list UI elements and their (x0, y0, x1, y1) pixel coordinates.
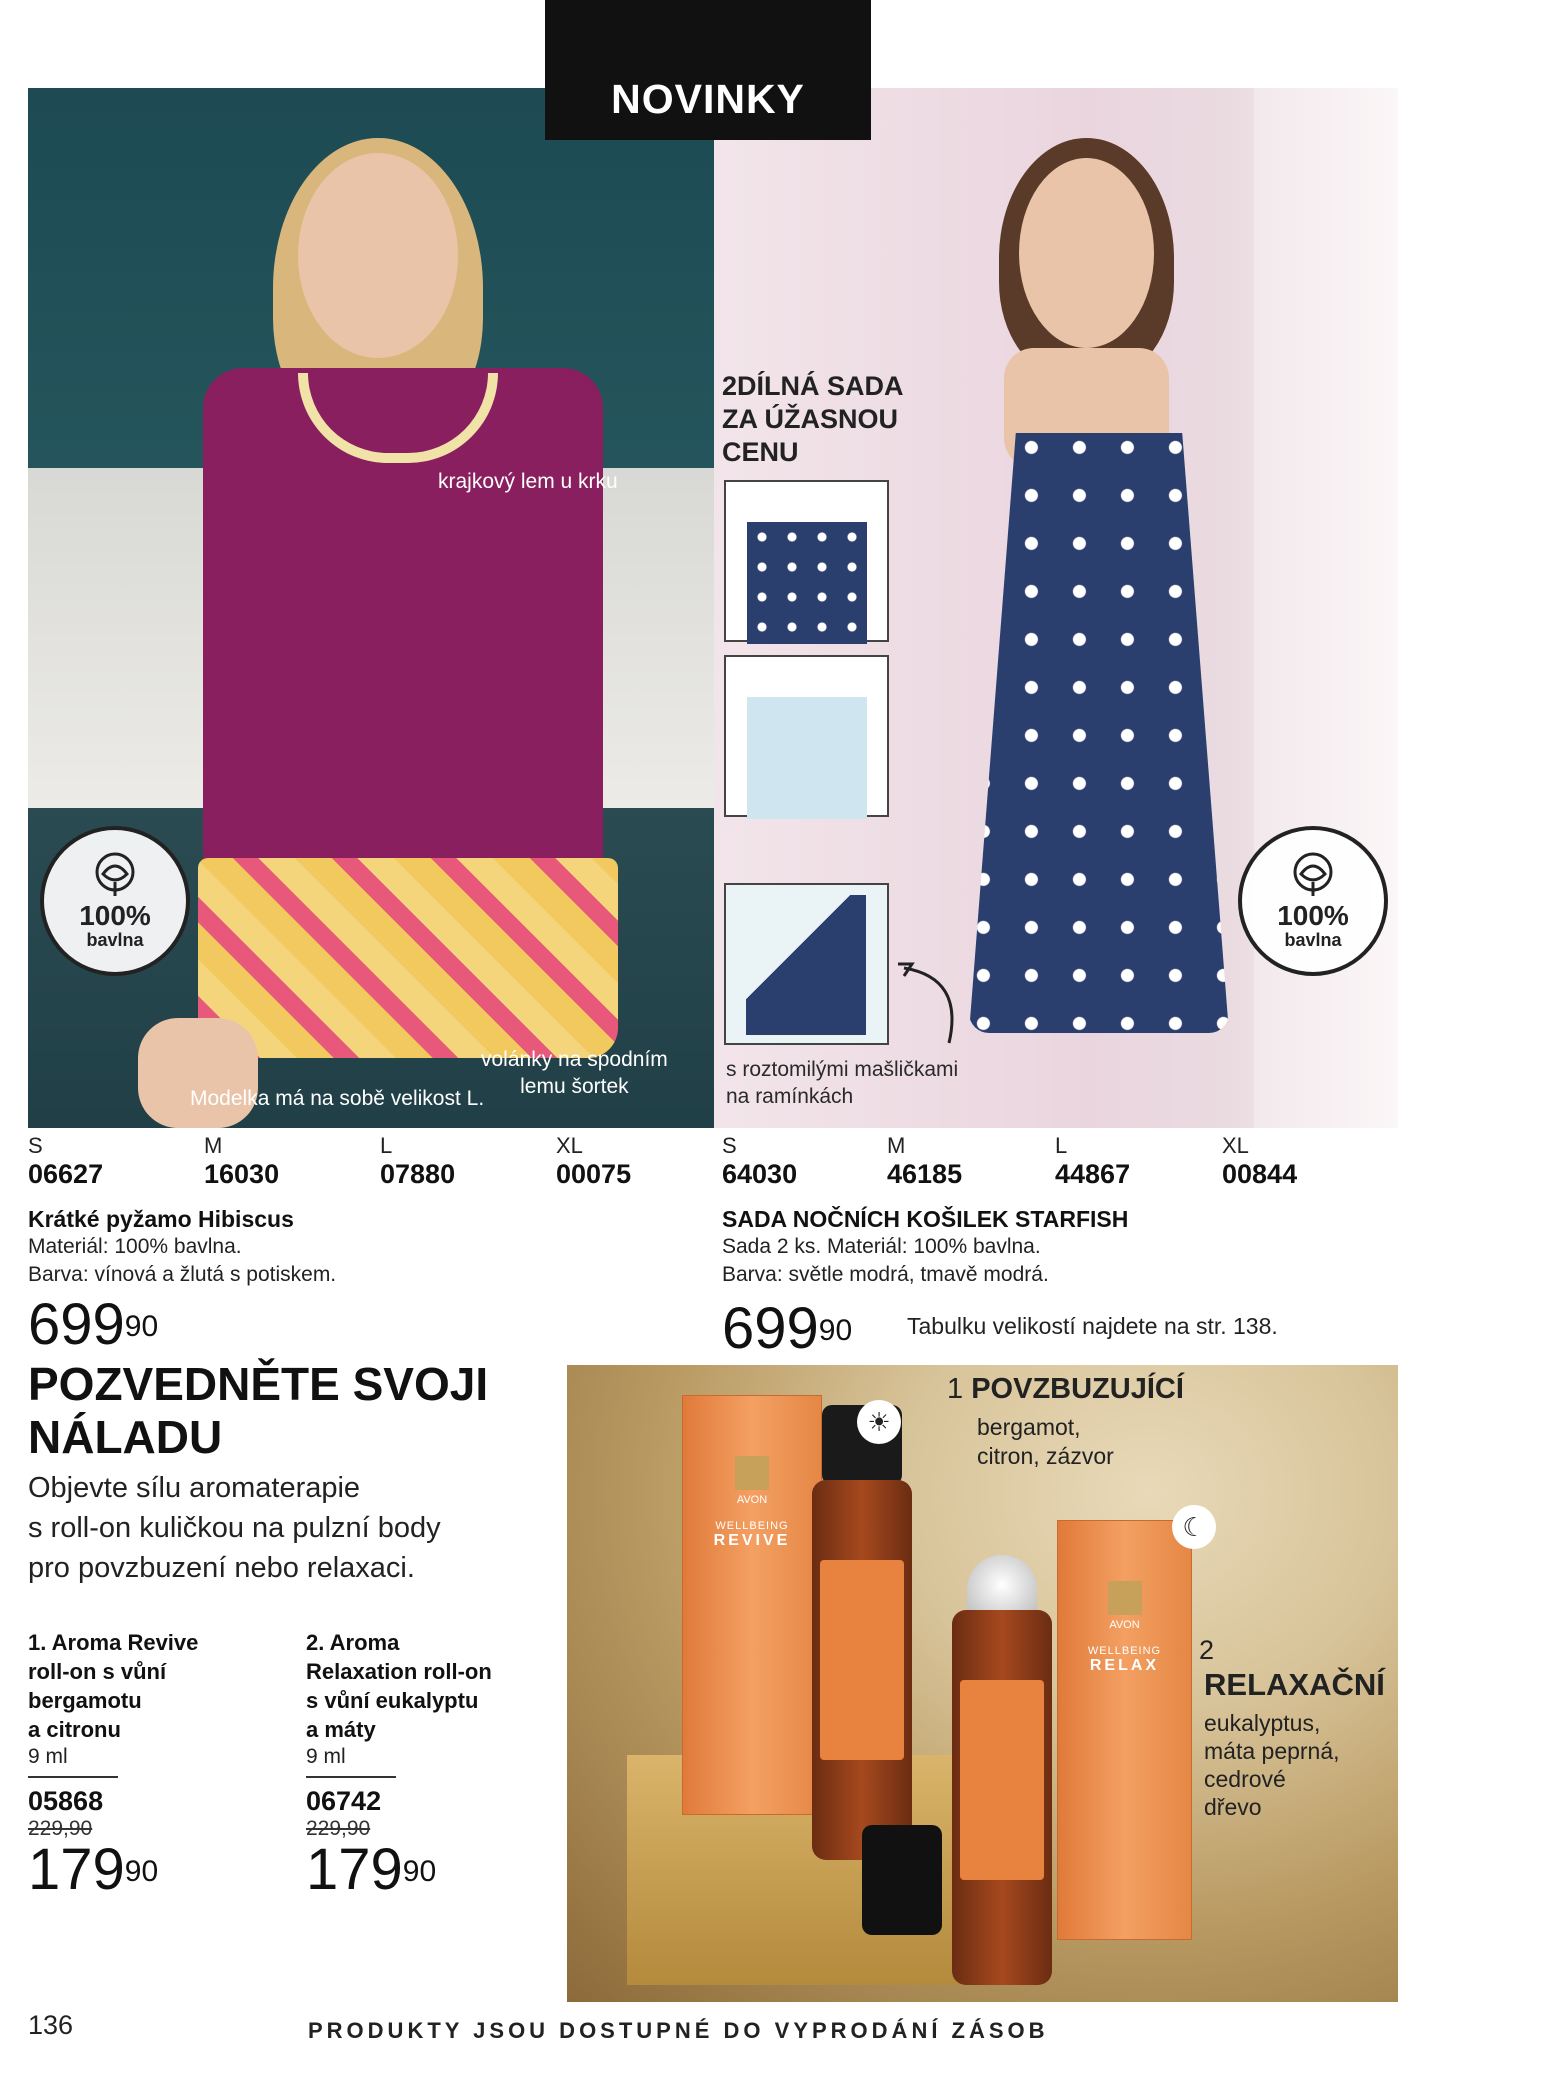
size-code: 00844 (1222, 1159, 1298, 1189)
size-label: XL (1222, 1133, 1249, 1158)
size-label: L (1055, 1133, 1068, 1158)
product-color: Barva: vínová a žlutá s potiskem. (28, 1263, 337, 1286)
cotton-flower-icon (89, 852, 141, 898)
old-price: 229,90 (306, 1817, 371, 1840)
size-code: 06627 (28, 1159, 104, 1189)
size-label: L (380, 1133, 393, 1158)
size-column (887, 1133, 962, 1190)
box-brand: AVON (1109, 1619, 1140, 1631)
product-material: Materiál: 100% bavlna. (28, 1235, 242, 1258)
aroma-product-relaxation (306, 1628, 566, 1902)
callout-neck: krajkový lem u krku (438, 470, 618, 493)
aroma-product-photo (567, 1365, 1398, 2002)
old-price: 229,90 (28, 1817, 93, 1840)
size-column (204, 1133, 279, 1190)
label-two-number: 2 (1199, 1635, 1215, 1665)
pajama-price (28, 1292, 159, 1357)
callout-model-size: Modelka má na sobě velikost L. (190, 1087, 485, 1110)
floral-shorts (198, 858, 618, 1058)
box-line: WELLBEING (1087, 1645, 1162, 1657)
product-title: SADA NOČNÍCH KOŠILEK STARFISH (722, 1206, 1129, 1232)
section-tab-novinky (545, 0, 871, 140)
price-main: 699 (722, 1296, 819, 1361)
size-label: S (722, 1133, 737, 1158)
loose-cap (862, 1825, 942, 1935)
badge-material: bavlna (1284, 930, 1342, 950)
product-title: Krátké pyžamo Hibiscus (28, 1206, 294, 1232)
availability-note: PRODUKTY JSOU DOSTUPNÉ DO VYPRODÁNÍ ZÁSOB (308, 2018, 1049, 2043)
pajama-size-table (28, 1133, 714, 1203)
size-code: 16030 (204, 1159, 280, 1189)
aroma-code: 05868 (28, 1786, 104, 1816)
price-main: 699 (28, 1292, 125, 1357)
brand-square (735, 1456, 769, 1490)
thumb-lightblue-nightie (724, 655, 889, 817)
relax-bottle (952, 1610, 1052, 1985)
size-column (722, 1133, 797, 1190)
nightdress-price (722, 1296, 853, 1361)
aroma-headline: POZVEDNĚTE SVOJI NÁLADU (28, 1358, 489, 1463)
size-label: XL (556, 1133, 583, 1158)
size-label: S (28, 1133, 43, 1158)
label-one-notes: bergamot, citron, zázvor (977, 1414, 1114, 1469)
aroma-price (28, 1837, 298, 1902)
aroma-volume: 9 ml (28, 1745, 68, 1768)
curved-arrow-icon (894, 958, 974, 1058)
label-one (947, 1373, 1184, 1406)
revive-bottle (812, 1480, 912, 1860)
aroma-product-name: 2. Aroma Relaxation roll-on s vůní eukalyptu a máty (306, 1630, 492, 1742)
badge-percent: 100% (79, 900, 151, 931)
price-cents: 90 (818, 1314, 853, 1347)
price-cents: 90 (124, 1855, 159, 1888)
moon-icon: ☾ (1172, 1505, 1216, 1549)
revive-label (820, 1560, 904, 1760)
nightdress-description (722, 1206, 1398, 1289)
relax-box (1057, 1520, 1192, 1940)
size-column (1222, 1133, 1297, 1190)
box-line: WELLBEING (715, 1520, 789, 1532)
product-set-material: Sada 2 ks. Materiál: 100% bavlna. (722, 1235, 1041, 1258)
aroma-product-revive (28, 1628, 298, 1902)
divider (28, 1776, 118, 1778)
size-label: M (204, 1133, 223, 1158)
brand-square (1108, 1581, 1142, 1615)
price-cents: 90 (124, 1310, 159, 1343)
box-brand: AVON (736, 1494, 768, 1506)
size-column (556, 1133, 631, 1190)
revive-box (682, 1395, 822, 1815)
relax-label (960, 1680, 1044, 1880)
aroma-intro: Objevte sílu aromaterapie s roll-on kuličkou na pulzní body pro povzbuzení nebo relaxaci. (28, 1472, 441, 1584)
size-code: 00075 (556, 1159, 632, 1189)
size-code: 07880 (380, 1159, 456, 1189)
nightdress-size-table (722, 1133, 1398, 1203)
price-cents: 90 (402, 1855, 437, 1888)
label-two-title: RELAXAČNÍ (1204, 1667, 1385, 1702)
divider (306, 1776, 396, 1778)
star-nightdress (969, 433, 1229, 1033)
sun-icon: ☀ (857, 1400, 901, 1444)
box-product: REVIVE (713, 1532, 791, 1549)
promo-two-piece: 2DÍLNÁ SADA ZA ÚŽASNOU CENU (722, 371, 904, 467)
nightdress-photo (714, 88, 1398, 1128)
size-column (380, 1133, 455, 1190)
size-column (28, 1133, 103, 1190)
model-face (1019, 158, 1154, 348)
callout-shorts: volánky na spodním lemu šortek (481, 1048, 668, 1098)
aroma-product-name: 1. Aroma Revive roll-on s vůní bergamotu a citronu (28, 1630, 199, 1742)
page-number: 136 (28, 2010, 74, 2040)
thumb-bow-detail (724, 883, 889, 1045)
pajama-photo (28, 88, 714, 1128)
badge-percent: 100% (1277, 900, 1349, 931)
box-product: RELAX (1089, 1657, 1160, 1674)
aroma-code: 06742 (306, 1786, 382, 1816)
label-one-title: POVZBUZUJÍCÍ (971, 1373, 1184, 1405)
price-main: 179 (28, 1837, 125, 1902)
pajama-description (28, 1206, 688, 1289)
section-tab-label: NOVINKY (611, 76, 805, 122)
size-code: 64030 (722, 1159, 798, 1189)
size-label: M (887, 1133, 906, 1158)
callout-bows: s roztomilými mašličkami na ramínkách (726, 1058, 959, 1108)
price-main: 179 (306, 1837, 403, 1902)
thumb-navy-nightie (724, 480, 889, 642)
aroma-volume: 9 ml (306, 1745, 346, 1768)
badge-material: bavlna (86, 930, 144, 950)
cotton-flower-icon (1287, 852, 1339, 898)
size-code: 44867 (1055, 1159, 1131, 1189)
label-two-notes: eukalyptus, máta peprná, cedrové dřevo (1204, 1710, 1340, 1820)
size-table-note: Tabulku velikostí najdete na str. 138. (907, 1313, 1278, 1339)
label-one-number: 1 (947, 1373, 964, 1405)
size-column (1055, 1133, 1130, 1190)
model-face (298, 153, 458, 358)
aroma-price (306, 1837, 566, 1902)
product-color: Barva: světle modrá, tmavě modrá. (722, 1263, 1049, 1286)
size-code: 46185 (887, 1159, 963, 1189)
cotton-badge (40, 826, 190, 976)
cotton-badge (1238, 826, 1388, 976)
relax-rollerball (967, 1555, 1037, 1615)
